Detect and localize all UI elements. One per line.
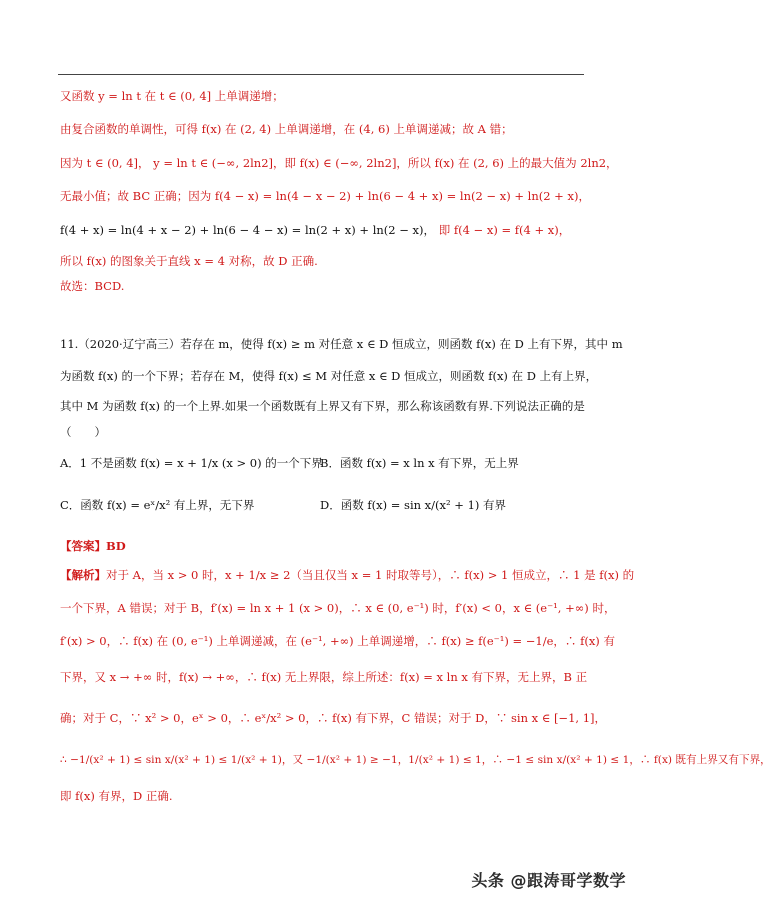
prev-line-6: 所以 f(x) 的图象关于直线 x = 4 对称，故 D 正确. xyxy=(60,254,318,268)
answer-value: BD xyxy=(106,539,126,553)
header-rule xyxy=(58,74,584,75)
prev-line-2: 由复合函数的单调性，可得 f(x) 在 (2, 4) 上单调递增，在 (4, 6) 上单调递减；故 A 错； xyxy=(60,122,513,136)
prev-line-1: 又函数 y = ln t 在 t ∈ (0, 4] 上单调递增； xyxy=(60,89,284,103)
analysis-text-1: 对于 A，当 x > 0 时，x + 1/x ≥ 2（当且仅当 x = 1 时取等号），∴ f(x) > 1 恒成立，∴ 1 是 f(x) 的 xyxy=(106,568,635,582)
question-line-2: 为函数 f(x) 的一个下界；若存在 M，使得 f(x) ≤ M 对任意 x ∈ D 恒成立，则函数 f(x) 在 D 上有上界， xyxy=(60,369,598,383)
option-d: D．函数 f(x) = sin x/(x² + 1) 有界 xyxy=(320,498,507,512)
analysis-line-5: 确；对于 C，∵ x² > 0，eˣ > 0，∴ eˣ/x² > 0，∴ f(x) 有下界，C 错误；对于 D，∵ sin x ∈ [−1, 1]， xyxy=(60,711,606,725)
prev-line-3: 因为 t ∈ (0, 4]， y = ln t ∈ (−∞, 2ln2]，即 f(x) ∈ (−∞, 2ln2]，所以 f(x) 在 (2, 6) 上的最大值为 2ln2， xyxy=(60,156,618,170)
analysis-line-2: 一个下界，A 错误；对于 B，f′(x) = ln x + 1 (x > 0)，∴ x ∈ (0, e⁻¹) 时，f′(x) < 0，x ∈ (e⁻¹, +∞) 时， xyxy=(60,601,616,615)
prev-line-5 xyxy=(60,222,570,238)
watermark-text: 头条 @跟涛哥学数学 xyxy=(471,871,626,890)
analysis-line-4: 下界，又 x → +∞ 时，f(x) → +∞，∴ f(x) 无上界限，综上所述：f(x) = x ln x 有下界，无上界，B 正 xyxy=(60,670,588,684)
answer-line xyxy=(60,538,126,554)
prev-line-4: 无最小值；故 BC 正确；因为 f(4 − x) = ln(4 − x − 2) + ln(6 − 4 + x) = ln(2 − x) + ln(2 + x)， xyxy=(60,189,590,203)
analysis-line-6: ∴ −1/(x² + 1) ≤ sin x/(x² + 1) ≤ 1/(x² + 1)，又 −1/(x² + 1) ≥ −1，1/(x² + 1) ≤ 1，∴ −1 ≤ sin x/(x² + 1) ≤ 1，∴ f(x) 既有上界又有下界， xyxy=(60,754,771,766)
analysis-line-7: 即 f(x) 有界，D 正确. xyxy=(60,789,173,803)
prev-line-7: 故选：BCD. xyxy=(60,279,125,293)
option-a: A．1 不是函数 f(x) = x + 1/x (x > 0) 的一个下界 xyxy=(60,456,323,470)
option-c: C．函数 f(x) = eˣ/x² 有上界，无下界 xyxy=(60,498,255,512)
prev-line-5b: 即 f(4 − x) = f(4 + x)， xyxy=(438,223,571,237)
answer-label: 【答案】 xyxy=(60,539,106,553)
question-line-4: （ ） xyxy=(60,425,106,439)
analysis-line-3: f′(x) > 0，∴ f(x) 在 (0, e⁻¹) 上单调递减，在 (e⁻¹, +∞) 上单调递增，∴ f(x) ≥ f(e⁻¹) = −1/e，∴ f(x) 有 xyxy=(60,634,615,648)
prev-line-5a: f(4 + x) = ln(4 + x − 2) + ln(6 − 4 − x) = ln(2 + x) + ln(2 − x)， xyxy=(60,223,436,237)
analysis-line-1 xyxy=(60,567,634,583)
analysis-label: 【解析】 xyxy=(60,568,106,582)
option-b: B．函数 f(x) = x ln x 有下界，无上界 xyxy=(320,456,519,470)
question-line-3: 其中 M 为函数 f(x) 的一个上界.如果一个函数既有上界又有下界，那么称该函数有界.下列说法正确的是 xyxy=(60,399,585,413)
question-line-1: 11.（2020·辽宁高三）若存在 m，使得 f(x) ≥ m 对任意 x ∈ D 恒成立，则函数 f(x) 在 D 上有下界，其中 m xyxy=(60,337,623,351)
